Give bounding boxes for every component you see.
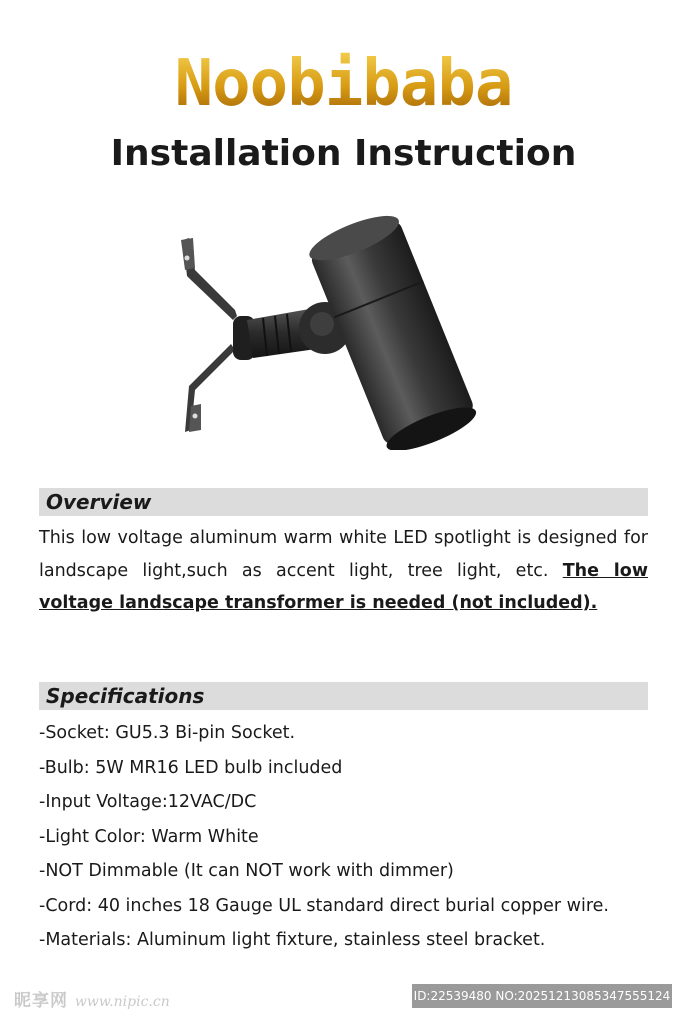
overview-emphasis: The low voltage landscape transformer is needed (not included). bbox=[39, 560, 648, 613]
overview-text bbox=[39, 522, 648, 620]
spec-item-input-voltage: -Input Voltage:12VAC/DC bbox=[39, 792, 257, 812]
spec-item-socket: -Socket: GU5.3 Bi-pin Socket. bbox=[39, 723, 296, 743]
spec-item-materials: -Materials: Aluminum light fixture, stainless steel bracket. bbox=[39, 930, 546, 950]
specifications-heading: Specifications bbox=[39, 682, 648, 710]
overview-body: This low voltage aluminum warm white LED spotlight is designed for landscape light,such as accent light, tree light, etc. bbox=[39, 528, 648, 581]
specifications-list bbox=[39, 716, 659, 958]
page-title: Installation Instruction bbox=[110, 133, 577, 174]
spec-item-cord: -Cord: 40 inches 18 Gauge UL standard direct burial copper wire. bbox=[39, 895, 609, 916]
spec-item-dimmable: -NOT Dimmable (It can NOT work with dimmer) bbox=[39, 861, 454, 881]
overview-heading: Overview bbox=[39, 488, 648, 516]
watermark-url: www.nipic.cn bbox=[74, 994, 170, 1010]
watermark-id: ID:22539480 NO:20251213085347555124 bbox=[412, 984, 672, 1008]
brand-logo: Noobibaba bbox=[0, 52, 687, 116]
watermark-site-name: 昵享网 bbox=[14, 991, 68, 1011]
spotlight-fixture-icon bbox=[175, 210, 515, 450]
watermark-site bbox=[14, 986, 170, 1011]
spec-item-bulb: -Bulb: 5W MR16 LED bulb included bbox=[39, 757, 343, 778]
spec-item-light-color: -Light Color: Warm White bbox=[39, 826, 259, 847]
